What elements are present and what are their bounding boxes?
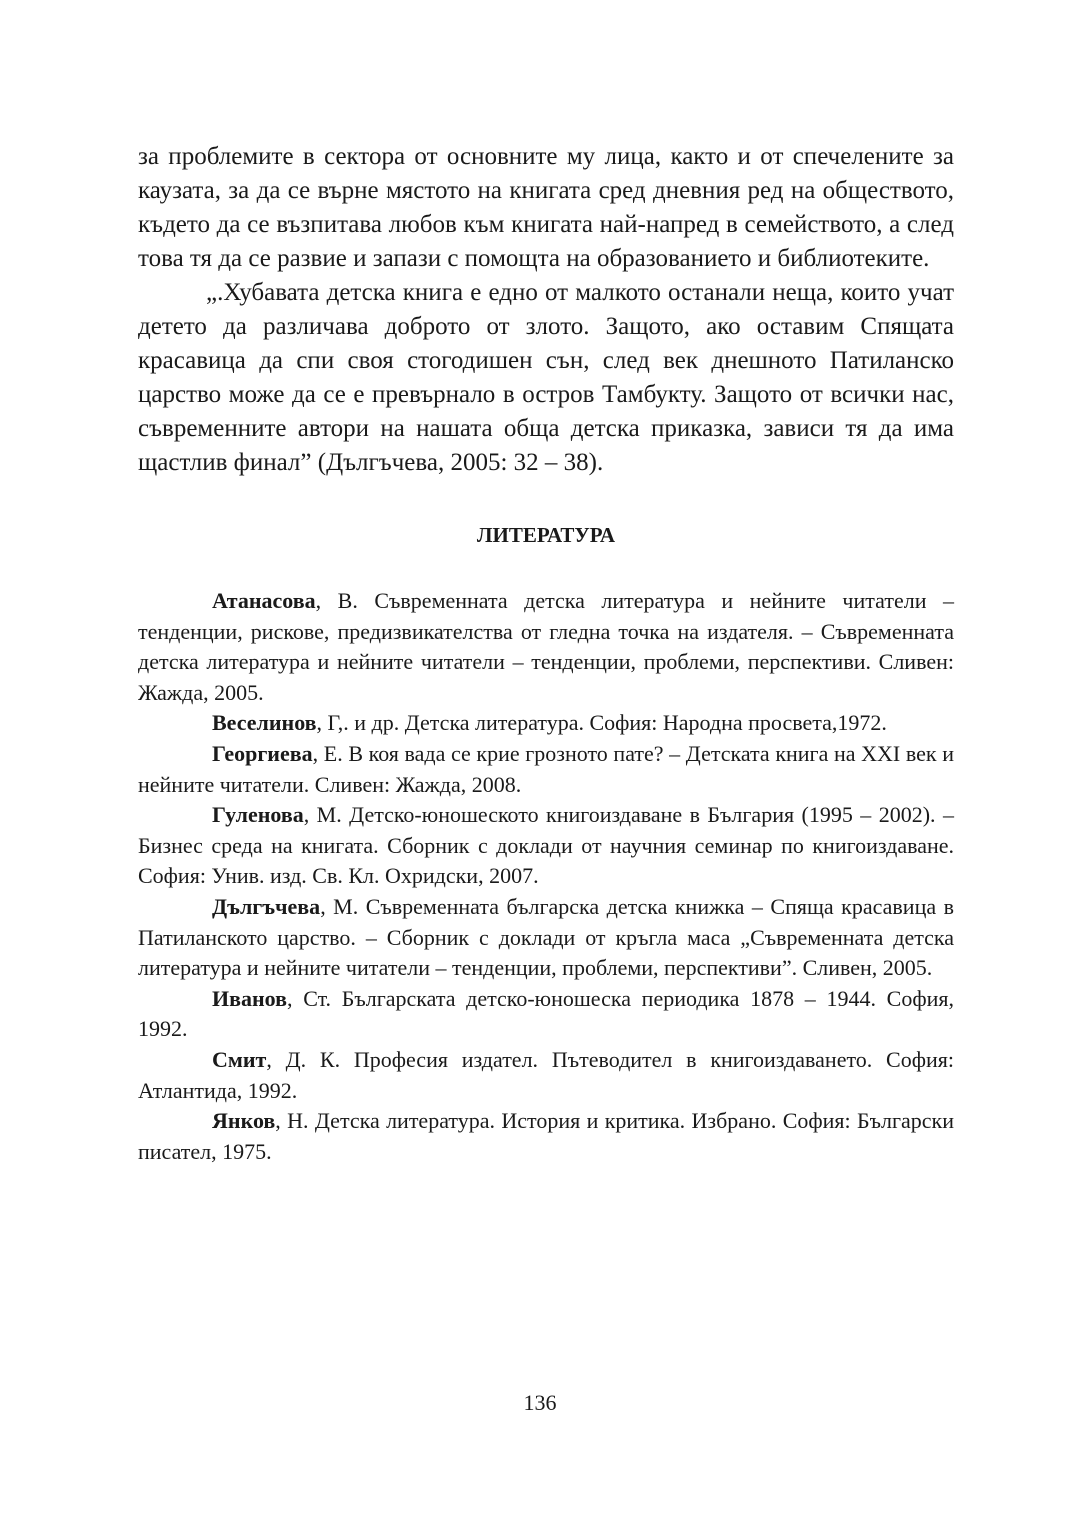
reference-item	[138, 800, 954, 892]
reference-item	[138, 708, 954, 739]
reference-author: Дългъчева	[212, 893, 321, 919]
reference-text: , Е. В коя вада се крие грозното пате? – Детската книга на XXI век и нейните читатели. Сливен: Жажда, 2008.	[138, 740, 954, 797]
reference-author: Иванов	[212, 985, 288, 1011]
page-number: 136	[523, 1390, 557, 1415]
reference-author: Георгиева	[212, 740, 313, 766]
reference-text: , Ст. Българската детско-юношеска периодика 1878 – 1944. София, 1992.	[138, 985, 954, 1042]
reference-author: Янков	[212, 1108, 276, 1134]
reference-item	[138, 1045, 954, 1106]
references-list	[138, 586, 954, 1167]
reference-item	[138, 586, 954, 708]
reference-item	[138, 892, 954, 984]
body-text	[138, 140, 954, 480]
reference-text: , Д. К. Професия издател. Пътеводител в книгоиздаването. София: Атлантида, 1992.	[138, 1046, 954, 1103]
reference-text: , М. Детско-юношеското книгоиздаване в България (1995 – 2002). – Бизнес среда на книгата. Сборник с доклади от научния семинар по книгоиздаване. София: Унив. изд. Св. Кл. Охридски, 2007.	[138, 802, 954, 889]
references-heading: ЛИТЕРАТУРА	[476, 523, 616, 547]
reference-item	[138, 984, 954, 1045]
reference-text: , Н. Детска литература. История и критика. Избрано. София: Български писател, 1975.	[138, 1108, 954, 1164]
reference-item	[138, 1106, 954, 1167]
body-paragraph: за проблемите в сектора от основните му лица, както и от спечелените за каузата, за да се върне мястото на книгата сред дневния ред на обществото, където да се възпитава любов към книгата най-напред в семейството, а след това тя да се развие и запази с помощта на образованието и библиотеките.	[138, 143, 954, 272]
body-paragraph-quote: „.Хубавата детска книга е едно от малкото останали неща, които учат детето да различава доброто от злото. Защото, ако оставим Спящата красавица да спи своя стогодишен сън, след век днешното Патиланско царство може да се е превърнало в остров Тамбукту. Защото от всички нас, съвременните автори на нашата обща детска приказка, зависи тя да има щастлив финал” (Дългъчева, 2005: 32 – 38).	[138, 279, 954, 476]
page-content	[138, 140, 954, 1167]
reference-author: Смит	[212, 1046, 267, 1072]
reference-author: Атанасова	[212, 588, 316, 613]
reference-item	[138, 739, 954, 800]
reference-author: Веселинов	[212, 710, 317, 736]
reference-text: , В. Съвременната детска литература и нейните читатели – тенденции, рискове, предизвикателства от гледна точка на издателя. – Съвременната детска литература и нейните читатели – тенденции, проблеми, перспективи. Сливен: Жажда, 2005.	[138, 588, 954, 705]
reference-text: , Г,. и др. Детска литература. София: Народна просвета,1972.	[316, 710, 887, 736]
reference-author: Гуленова	[212, 802, 304, 828]
reference-text: , М. Съвременната българска детска книжка – Спяща красавица в Патиланското царство. – Сборник с доклади от кръгла маса „Съвременната детска литература и нейните читатели – тенденции, проблеми, перспективи”. Сливен, 2005.	[138, 893, 954, 981]
